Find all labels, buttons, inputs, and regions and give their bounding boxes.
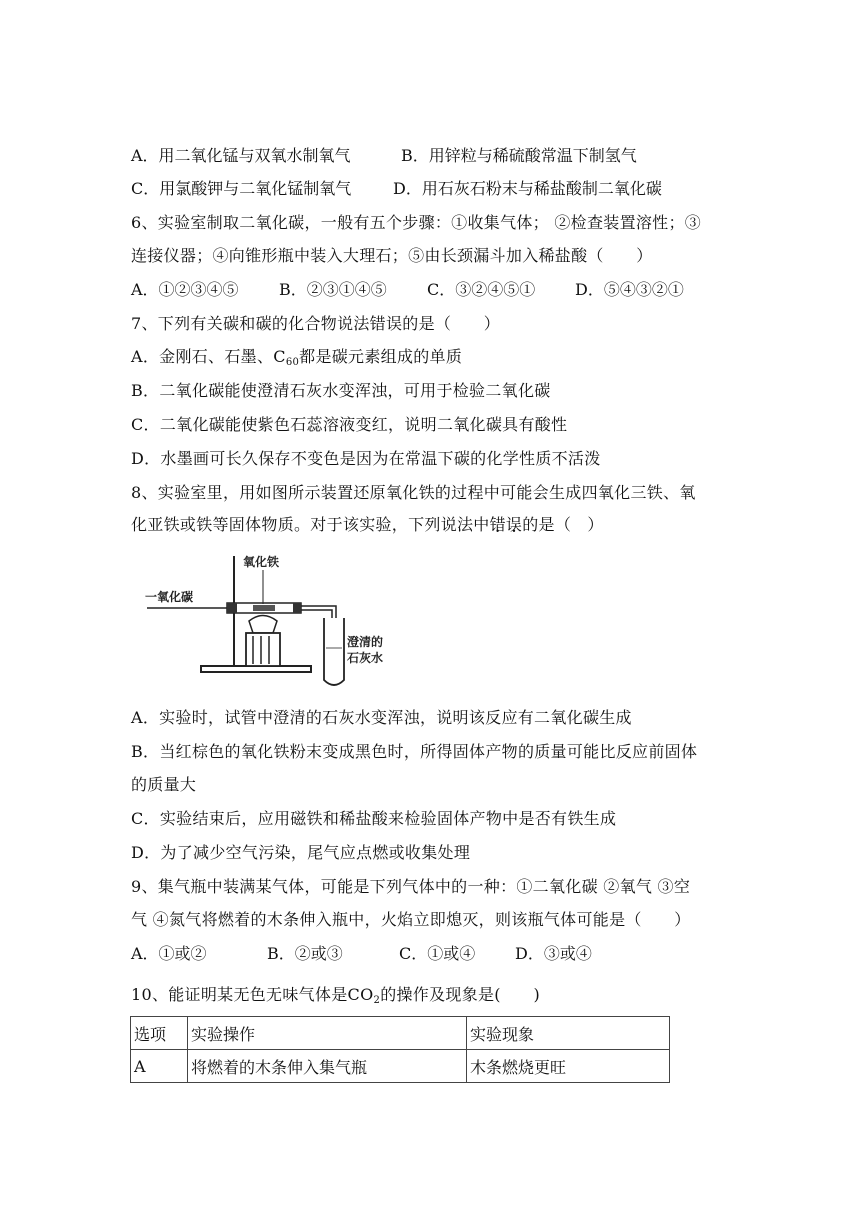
q6-stem-line2: 连接仪器；④向锥形瓶中装入大理石；⑤由长颈漏斗加入稀盐酸（ ）: [131, 246, 653, 265]
q9-option-d: D．③或④: [515, 944, 592, 963]
q10-stem-text: 10、能证明某无色无味气体是CO: [131, 985, 374, 1004]
stand-base: [201, 666, 311, 672]
q10-table: [130, 1016, 670, 1083]
q9-options: [131, 943, 592, 965]
q9-stem-line1: 9、集气瓶中装满某气体，可能是下列气体中的一种：①二氧化碳 ②氧气 ③空: [131, 877, 691, 896]
q8-stem-line2: [131, 514, 604, 536]
q8-stem-line2-text: 化亚铁或铁等固体物质。对于该实验，下列说法中: [131, 515, 490, 534]
q8-option-b-line2: 的质量大: [131, 775, 197, 794]
table-header-cell: 实验现象: [467, 1017, 670, 1050]
iron-oxide-sample: [253, 605, 275, 611]
q7-stem: 7、下列有关碳和碳的化合物说法错误的是（ ）: [131, 314, 501, 333]
q8-emphasis-char-2: 误: [505, 515, 523, 534]
table-cell: A: [131, 1050, 188, 1083]
q7-option-a-text-end: 都是碳元素组成的单质: [299, 347, 463, 366]
q6-option-d: D．⑤④③②①: [575, 280, 684, 299]
label-iron-oxide: 氧化铁: [243, 555, 280, 569]
q9-option-a: A．①或②: [131, 944, 207, 963]
q7-option-a-subscript: 60: [285, 357, 300, 368]
q8-stem-line2-end: 的是（ ）: [522, 515, 604, 534]
tube-stopper-right: [293, 603, 301, 613]
table-header-row: [131, 1017, 670, 1050]
q7-option-a-text: A．金刚石、石墨、C: [131, 347, 286, 366]
flame: [249, 616, 277, 634]
table-header-cell: 实验操作: [188, 1017, 467, 1050]
q8-stem-line1: 8、实验室里，用如图所示装置还原氧化铁的过程中可能会生成四氧化三铁、氧: [131, 483, 696, 502]
table-header-cell: 选项: [131, 1017, 188, 1050]
label-limewater-1: 澄清的: [347, 635, 384, 649]
q6-option-c: C．③②④⑤①: [427, 280, 536, 299]
q5-option-a: A．用二氧化锰与双氧水制氧气: [131, 146, 351, 165]
q10-stem-text-end: 的操作及现象是( ): [380, 985, 540, 1004]
q8-option-d: D．为了减少空气污染，尾气应点燃或收集处理: [131, 843, 471, 862]
q10-stem-subscript: 2: [373, 995, 381, 1006]
q10-stem: [131, 984, 540, 1012]
q6-options: [131, 279, 684, 301]
q8-apparatus-figure: [131, 548, 393, 698]
label-co: 一氧化碳: [145, 590, 194, 604]
q9-stem-line2: 气 ④氮气将燃着的木条伸入瓶中，火焰立即熄灭，则该瓶气体可能是（ ）: [131, 910, 691, 929]
q9-option-b: B．②或③: [267, 944, 343, 963]
q5-option-d: D．用石灰石粉末与稀盐酸制二氧化碳: [393, 179, 662, 198]
q9-option-c: C．①或④: [399, 944, 476, 963]
table-cell: 将燃着的木条伸入集气瓶: [188, 1050, 467, 1083]
q5-options-row1: [131, 145, 637, 167]
test-tube: [324, 618, 344, 685]
q5-option-b: B．用锌粒与稀硫酸常温下制氢气: [401, 146, 637, 165]
q6-option-b: B．②③①④⑤: [279, 280, 387, 299]
table-cell: 木条燃烧更旺: [467, 1050, 670, 1083]
q5-options-row2: [131, 178, 662, 200]
q8-option-b-line1: B．当红棕色的氧化铁粉末变成黑色时，所得固体产物的质量可能比反应前固体: [131, 742, 698, 761]
q8-option-c: C．实验结束后，应用磁铁和稀盐酸来检验固体产物中是否有铁生成: [131, 809, 617, 828]
q7-option-c: C．二氧化碳能使紫色石蕊溶液变红，说明二氧化碳具有酸性: [131, 415, 568, 434]
table-row: [131, 1050, 670, 1083]
q7-option-a: [131, 346, 462, 374]
alcohol-lamp-shield: [246, 633, 280, 666]
q6-option-a: A．①②③④⑤: [131, 280, 239, 299]
label-limewater-2: 石灰水: [347, 651, 384, 665]
q5-option-c: C．用氯酸钾与二氧化锰制氧气: [131, 179, 352, 198]
q8-option-a: A．实验时，试管中澄清的石灰水变浑浊，说明该反应有二氧化碳生成: [131, 708, 632, 727]
q7-option-d: D．水墨画可长久保存不变色是因为在常温下碳的化学性质不活泼: [131, 449, 601, 468]
q8-emphasis-char-1: 错: [489, 515, 506, 534]
q7-option-b: B．二氧化碳能使澄清石灰水变浑浊，可用于检验二氧化碳: [131, 381, 551, 400]
tube-stopper-left: [227, 603, 237, 613]
q6-stem-line1: 6、实验室制取二氧化碳，一般有五个步骤：①收集气体； ②检查装置溶性；③: [131, 213, 702, 232]
